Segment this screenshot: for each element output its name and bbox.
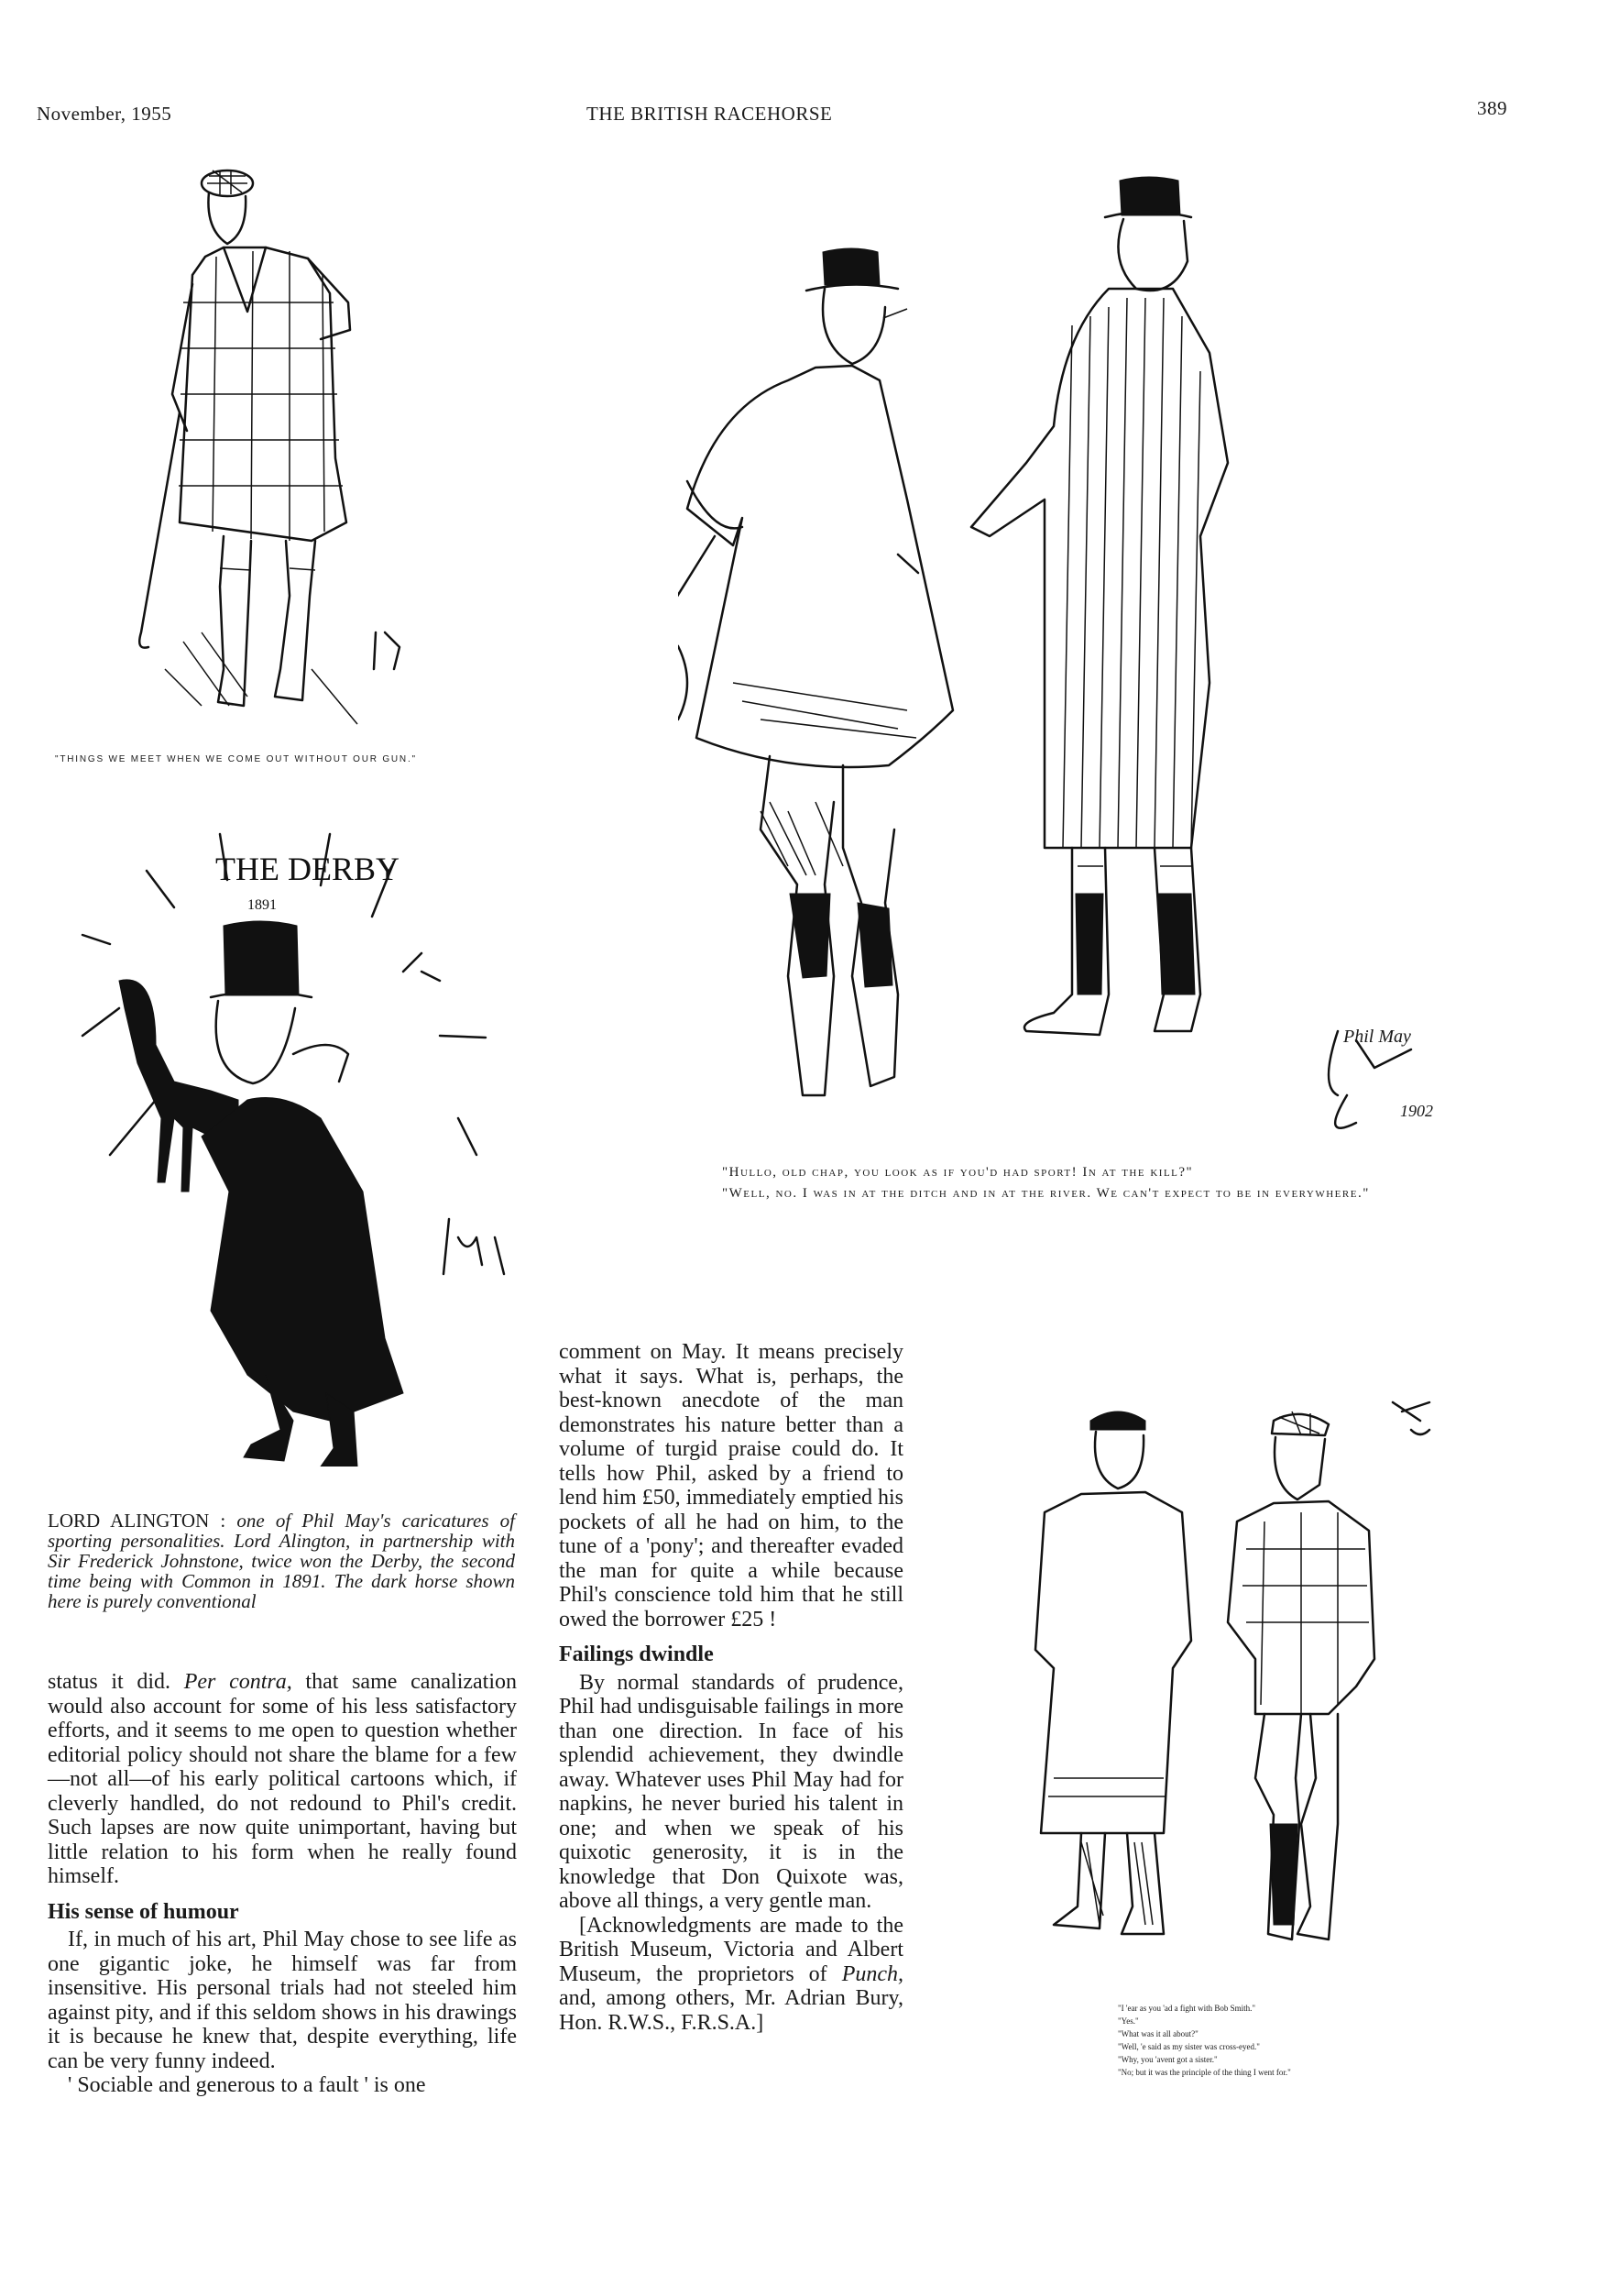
left-para-1-italic: Per contra,	[183, 1670, 292, 1694]
middle-ack-end: and, among others, Mr. Adrian Bury, Hon. R.W.S., F.R.S.A.]	[559, 1986, 903, 2035]
lord-signature	[443, 1219, 504, 1274]
quote-line: "I 'ear as you 'ad a fight with Bob Smith."	[1118, 2004, 1256, 2013]
header-title: THE BRITISH RACEHORSE	[586, 103, 833, 125]
middle-ack-start: [Acknowledgments are made to the British Museum, Victoria and Albert Museum, the proprietors of	[559, 1913, 903, 1986]
header-date: November, 1955	[37, 103, 172, 125]
left-column	[48, 1670, 517, 2098]
middle-ack	[559, 1914, 903, 2036]
left-para-3: ' Sociable and generous to a fault ' is one	[68, 2073, 426, 2097]
quote-line: "What was it all about?"	[1118, 2029, 1199, 2038]
center-caption-line2: "Well, no. I was in at the ditch and in at the river. We can't expect to be in everywhere."	[722, 1185, 1370, 1201]
small-signature	[1393, 1402, 1429, 1434]
left-para-1-start: status it did.	[48, 1670, 171, 1694]
center-year: 1902	[1400, 1102, 1433, 1120]
hunting-man-left	[678, 248, 953, 1095]
quote-line: "Why, you 'avent got a sister."	[1118, 2055, 1218, 2064]
left-subhead: His sense of humour	[48, 1899, 239, 1924]
lord-alington-caption	[48, 1511, 515, 1611]
page-number: 389	[1477, 97, 1507, 119]
middle-para-2: By normal standards of prudence, Phil had undisguisable failings in more than one direction. In face of his splendid achievement, they dwindle away. Whatever uses Phil May had for napkins, he never buried his talent in one; and when we speak of his quixotic generosity, it is in the knowledge that Don Quixote was, above all things, a very gentle man.	[559, 1670, 903, 1913]
center-caption-line1: "Hullo, old chap, you look as if you'd had sport! In at the kill?"	[722, 1165, 1194, 1180]
quote-line: "Yes."	[1118, 2016, 1139, 2026]
left-para-1-rest: that same canalization would also account for some of his less satisfactory efforts, and it seems to me open to question whether editorial policy should not share the blame for a few—not all—of his early political cartoons which, if cleverly handled, do not redound to Phil's credit. Such lapses are now quite unimportant, having but little relation to his form when he really found himself.	[48, 1670, 518, 1888]
man-in-overcoat	[1035, 1412, 1191, 1934]
lord-alington-illustration	[55, 825, 550, 1467]
lord-figure	[119, 921, 403, 1467]
middle-column	[559, 1340, 903, 2035]
derby-label: THE DERBY	[215, 851, 400, 887]
left-para-1	[48, 1670, 517, 1889]
left-para-2: If, in much of his art, Phil May chose to see life as one gigantic joke, he himself was far from insensitive. His personal trials had not steeled him against pity, and if this seldom shows in his drawings it is because he knew that, despite everything, life can be very funny indeed.	[48, 1928, 517, 2073]
man-in-checked-jacket	[1228, 1412, 1374, 1939]
hunting-conversation-illustration	[678, 170, 1439, 1150]
quote-line: "Well, 'e said as my sister was cross-eyed."	[1118, 2042, 1260, 2051]
two-men-illustration	[1026, 1393, 1466, 1961]
middle-ack-italic: Punch,	[841, 1961, 903, 1986]
center-signature: Phil May	[1343, 1027, 1411, 1047]
quote-line: "No; but it was the principle of the thing I went for."	[1118, 2068, 1291, 2077]
hunting-man-right	[971, 177, 1228, 1035]
middle-para-1: comment on May. It means precisely what it says. What is, perhaps, the best-known anecdote of the man demonstrates his nature better than a volume of turgid praise could do. It tells how Phil, asked by a friend to lend him £50, immediately emptied his pockets of all he had on him, to the tune of a 'pony'; and thereafter evaded the man for quite a while because Phil's conscience told him that he still owed the borrower £25 !	[559, 1340, 903, 1631]
checked-coat-illustration	[128, 156, 421, 752]
lord-caption-name: LORD ALINGTON :	[48, 1510, 226, 1532]
derby-year-label: 1891	[247, 897, 277, 913]
top-left-caption: "THINGS WE MEET WHEN WE COME OUT WITHOUT OUR GUN."	[55, 754, 417, 764]
middle-subhead: Failings dwindle	[559, 1642, 714, 1666]
center-caption	[685, 1162, 1400, 1203]
bottom-right-quote	[1118, 2002, 1393, 2079]
checked-coat-figure	[139, 170, 400, 724]
lord-caption-text: one of Phil May's caricatures of sporting personalities. Lord Alington, in partnership with Sir Frederick Johnstone, twice won the Derby, the second time being with Common in 1891. The dark horse shown here is purely conventional	[48, 1510, 515, 1612]
